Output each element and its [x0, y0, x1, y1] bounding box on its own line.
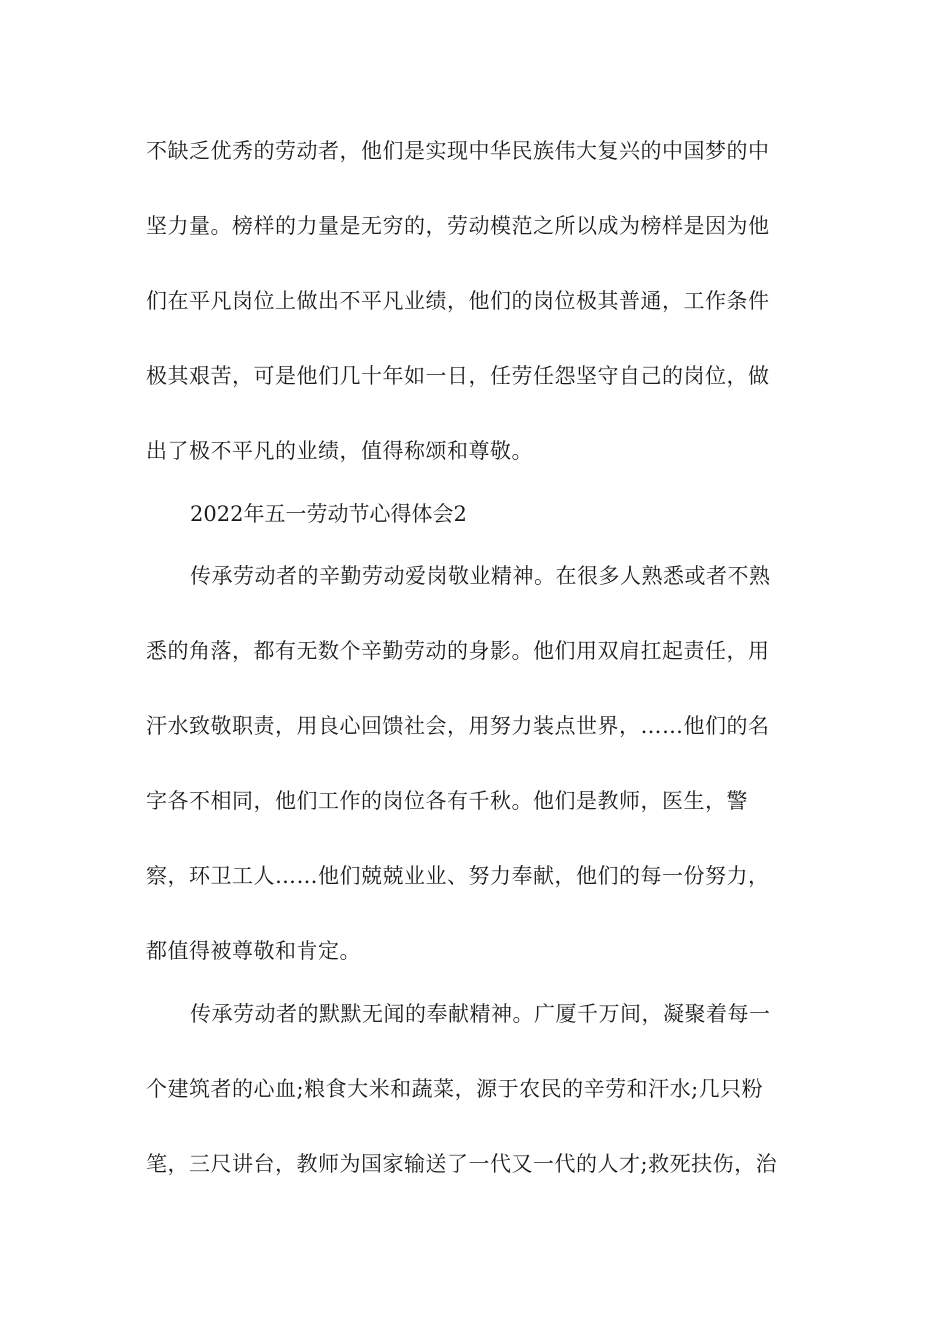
section-heading: 2022年五一劳动节心得体会2	[190, 502, 467, 526]
paragraph1-line-2: 坚力量。榜样的力量是无穷的，劳动模范之所以成为榜样是因为他	[146, 214, 770, 238]
paragraph3-line-2: 个建筑者的心血;粮食大米和蔬菜，源于农民的辛劳和汗水;几只粉	[146, 1077, 764, 1101]
paragraph3-line-3: 笔，三尺讲台，教师为国家输送了一代又一代的人才;救死扶伤，治	[146, 1152, 778, 1176]
paragraph2-line-4: 字各不相同，他们工作的岗位各有千秋。他们是教师，医生，警	[146, 789, 748, 813]
paragraph2-line-3: 汗水致敬职责，用良心回馈社会，用努力装点世界，……他们的名	[146, 714, 770, 738]
paragraph1-line-3: 们在平凡岗位上做出不平凡业绩，他们的岗位极其普通，工作条件	[146, 289, 770, 313]
paragraph2-line-6: 都值得被尊敬和肯定。	[146, 939, 361, 963]
paragraph2-line-2: 悉的角落，都有无数个辛勤劳动的身影。他们用双肩扛起责任，用	[146, 639, 770, 663]
paragraph1-line-1: 不缺乏优秀的劳动者，他们是实现中华民族伟大复兴的中国梦的中	[146, 139, 770, 163]
paragraph2-line-5: 察，环卫工人……他们兢兢业业、努力奉献，他们的每一份努力，	[146, 864, 770, 888]
paragraph1-line-4: 极其艰苦，可是他们几十年如一日，任劳任怨坚守自己的岗位，做	[146, 364, 770, 388]
paragraph2-line-1: 传承劳动者的辛勤劳动爱岗敬业精神。在很多人熟悉或者不熟	[190, 564, 771, 588]
paragraph3-line-1: 传承劳动者的默默无闻的奉献精神。广厦千万间，凝聚着每一	[190, 1002, 771, 1026]
paragraph1-line-5: 出了极不平凡的业绩，值得称颂和尊敬。	[146, 439, 533, 463]
